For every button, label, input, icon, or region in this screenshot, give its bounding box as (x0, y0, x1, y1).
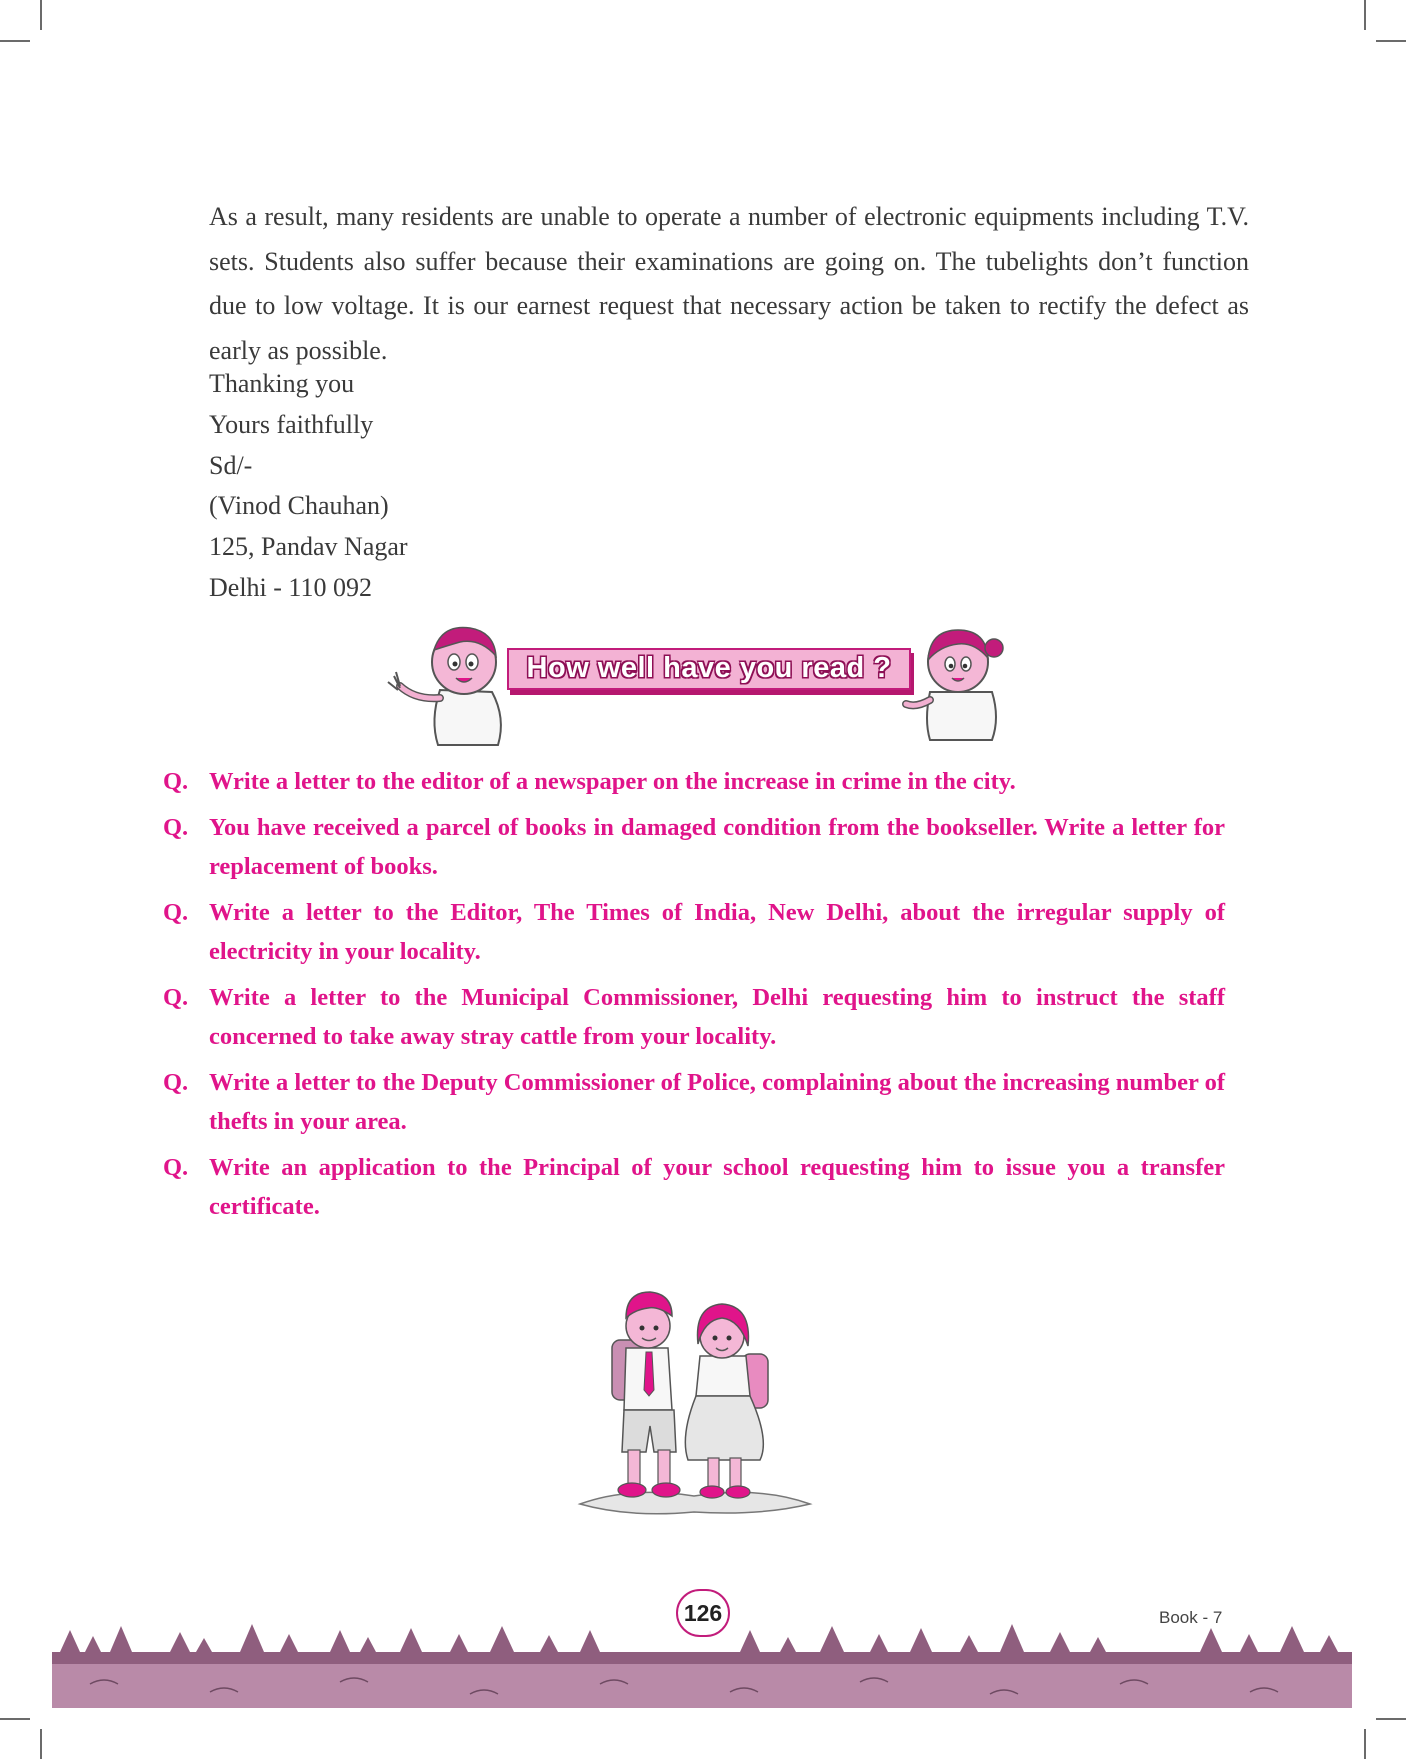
question-item (163, 893, 1225, 971)
question-text: Write an application to the Principal of your school requesting him to issue you a transfer certificate. (209, 1154, 1225, 1220)
crop-mark (1376, 40, 1406, 42)
closing-line: Delhi - 110 092 (209, 572, 372, 602)
question-text: Write a letter to the Editor, The Times of India, New Delhi, about the irregular supply of electricity in your locality. (209, 899, 1225, 965)
letter-paragraph: As a result, many residents are unable to operate a number of electronic equipments including T.V. sets. Students also suffer because their examinations are going on. The tubelights don’t function due to low voltage. It is our earnest request that necessary action be taken to rectify the defect as early as possible. (209, 202, 1249, 365)
crop-mark (0, 40, 30, 42)
question-text: Write a letter to the Municipal Commissioner, Delhi requesting him to instruct the staff concerned to take away stray cattle from your locality. (209, 984, 1225, 1050)
question-label: Q. (163, 1154, 189, 1181)
closing-line: Sd/- (209, 450, 253, 480)
section-banner (380, 620, 1010, 750)
banner-title: How well have you read ? (507, 648, 911, 690)
question-text: Write a letter to the editor of a newspaper on the increase in crime in the city. (209, 768, 1016, 795)
question-label: Q. (163, 768, 189, 795)
question-item (163, 978, 1225, 1056)
questions-list (163, 762, 1225, 1233)
question-label: Q. (163, 814, 189, 841)
crop-mark (1364, 1729, 1366, 1759)
book-label: Book - 7 (1159, 1608, 1223, 1627)
question-item (163, 762, 1225, 801)
question-label: Q. (163, 899, 189, 926)
page-number: 126 (676, 1589, 730, 1637)
question-label: Q. (163, 1069, 189, 1096)
crop-mark (40, 0, 42, 30)
question-text: You have received a parcel of books in damaged condition from the bookseller. Write a letter for replacement of books. (209, 814, 1225, 880)
crop-mark (0, 1718, 30, 1720)
crop-mark (1364, 0, 1366, 30)
crop-mark (40, 1729, 42, 1759)
closing-line: (Vinod Chauhan) (209, 491, 389, 521)
question-item (163, 1148, 1225, 1226)
crop-mark (1376, 1718, 1406, 1720)
closing-line: 125, Pandav Nagar (209, 532, 408, 562)
question-text: Write a letter to the Deputy Commissioner of Police, complaining about the increasing number of thefts in your area. (209, 1069, 1225, 1135)
letter-closing (209, 364, 408, 609)
question-item (163, 1063, 1225, 1141)
boy-cartoon-illustration (380, 620, 520, 750)
closing-line: Thanking you (209, 369, 355, 398)
girl-cartoon-illustration (900, 612, 1030, 742)
closing-line: Yours faithfully (209, 409, 374, 439)
school-kids-illustration (570, 1290, 820, 1518)
question-item (163, 808, 1225, 886)
question-label: Q. (163, 984, 189, 1011)
